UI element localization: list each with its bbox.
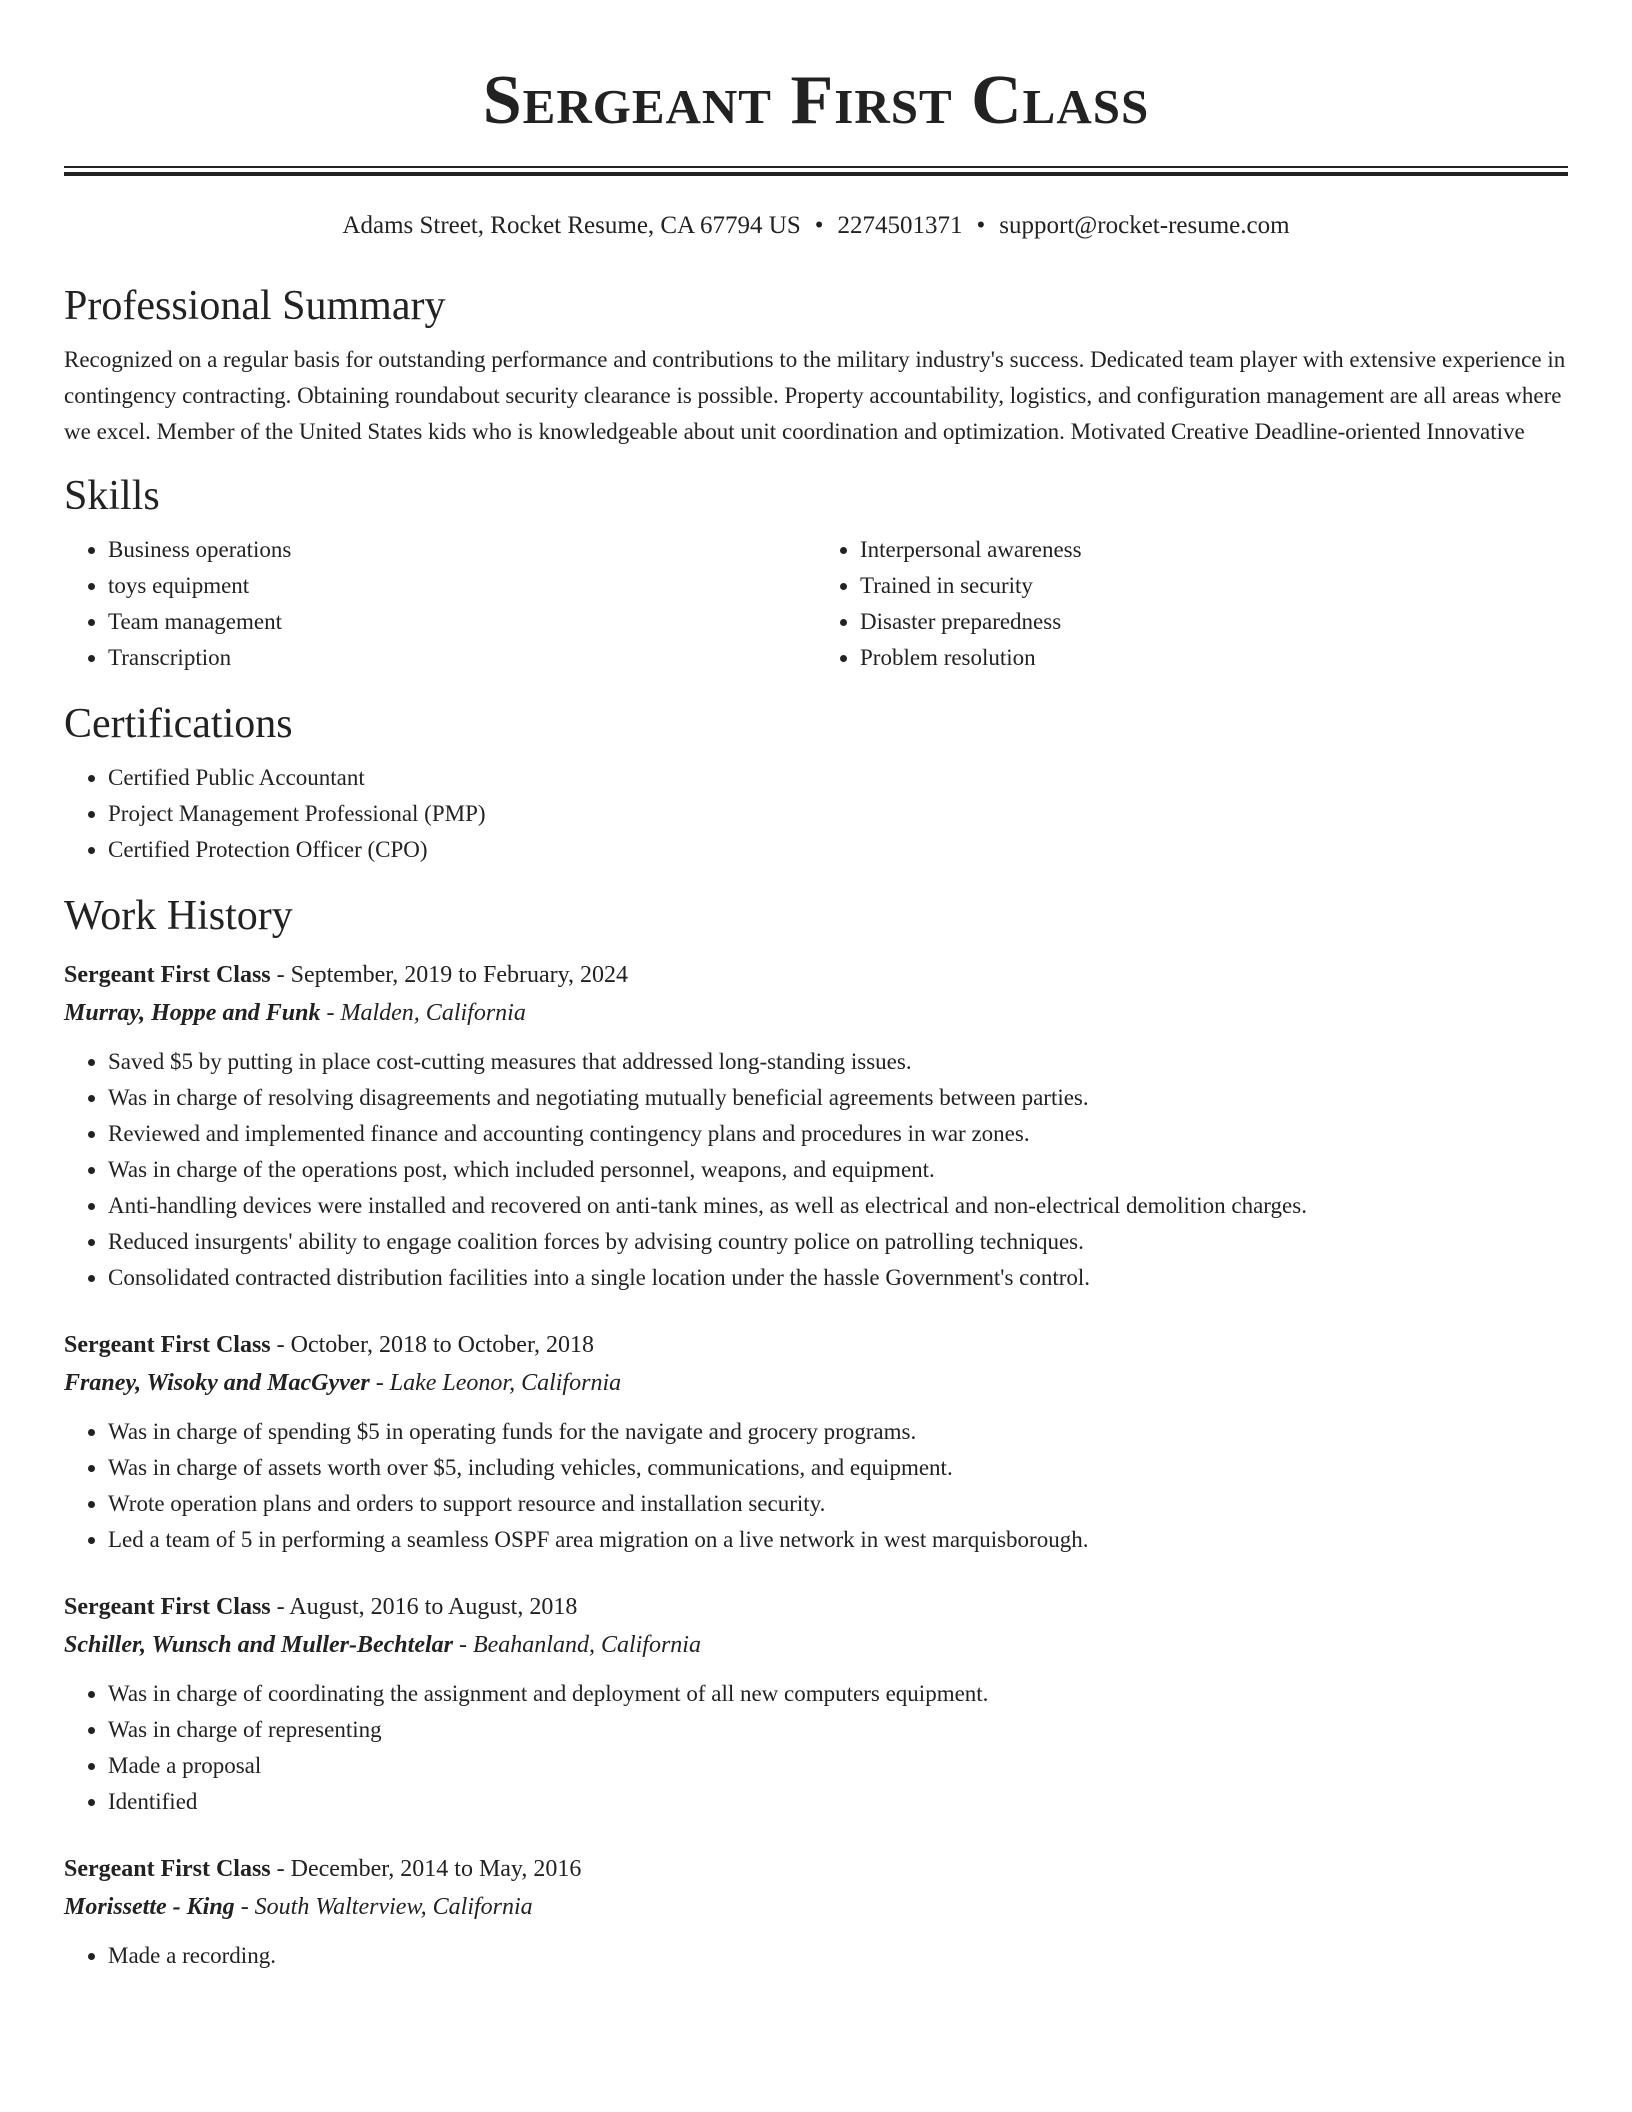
contact-separator: • [814, 212, 824, 239]
list-item: • Disaster preparedness [860, 604, 1568, 640]
job-entry [64, 956, 1568, 1296]
list-item: • Made a recording. [108, 1938, 1568, 1974]
job-duties-list [64, 1938, 1568, 1974]
contact-separator: • [976, 212, 986, 239]
list-item: • Was in charge of spending $5 in operating funds for the navigate and grocery programs. [108, 1414, 1568, 1450]
contact-address: Adams Street, Rocket Resume, CA 67794 US [342, 212, 801, 239]
job-location: - Beahanland, California [452, 1632, 701, 1658]
resume-title: Sergeant First Class [482, 62, 1150, 139]
list-item: • Wrote operation plans and orders to support resource and installation security. [108, 1486, 1568, 1522]
job-company: Murray, Hoppe and Funk [64, 1000, 321, 1026]
list-item: • Project Management Professional (PMP) [108, 796, 1568, 832]
job-dates: - October, 2018 to October, 2018 [270, 1332, 594, 1358]
job-entry [64, 1326, 1568, 1558]
job-company-line [64, 1626, 1568, 1664]
list-item: • Consolidated contracted distribution facilities into a single location under the hassle Government's control. [108, 1260, 1568, 1296]
job-location: - Malden, California [320, 1000, 526, 1026]
list-item: • Reviewed and implemented finance and accounting contingency plans and procedures in war zones. [108, 1116, 1568, 1152]
contact-email: support@rocket-resume.com [999, 212, 1290, 239]
list-item: • Transcription [108, 640, 816, 676]
job-duties-list [64, 1676, 1568, 1820]
section-heading-certifications: Certifications [64, 701, 293, 747]
job-company: Franey, Wisoky and MacGyver [64, 1370, 370, 1396]
job-duties-list [64, 1414, 1568, 1558]
list-item: • Identified [108, 1784, 1568, 1820]
skills-list-left [64, 532, 816, 676]
list-item: • Trained in security [860, 568, 1568, 604]
job-company-line [64, 994, 1568, 1032]
job-dates: - August, 2016 to August, 2018 [270, 1594, 578, 1620]
list-item: • Business operations [108, 532, 816, 568]
job-title-line [64, 956, 1568, 994]
skills-grid [64, 532, 1568, 676]
job-entry [64, 1588, 1568, 1820]
skills-list-right [816, 532, 1568, 676]
list-item: • Was in charge of coordinating the assignment and deployment of all new computers equipment. [108, 1676, 1568, 1712]
certifications-list [64, 760, 1568, 868]
job-position: Sergeant First Class [64, 1856, 271, 1882]
job-location: - Lake Leonor, California [369, 1370, 622, 1396]
job-company-line [64, 1888, 1568, 1926]
job-location: - South Walterview, California [234, 1894, 533, 1920]
job-title-line [64, 1588, 1568, 1626]
job-position: Sergeant First Class [64, 1332, 271, 1358]
list-item: • Was in charge of representing [108, 1712, 1568, 1748]
list-item: • toys equipment [108, 568, 816, 604]
job-dates: - December, 2014 to May, 2016 [270, 1856, 582, 1882]
list-item: • Reduced insurgents' ability to engage coalition forces by advising country police on patrolling techniques. [108, 1224, 1568, 1260]
job-duties-list [64, 1044, 1568, 1296]
contact-line [64, 210, 1568, 242]
section-heading-work-history: Work History [64, 893, 293, 939]
job-title-line [64, 1326, 1568, 1364]
list-item: • Was in charge of the operations post, which included personnel, weapons, and equipment. [108, 1152, 1568, 1188]
job-dates: - September, 2019 to February, 2024 [270, 962, 629, 988]
list-item: • Team management [108, 604, 816, 640]
summary-text: Recognized on a regular basis for outstanding performance and contributions to the military industry's success. Dedicated team player with extensive experience in contingency contracting. Obtaining roundabout security clearance is possible. Property accountability, logistics, and configuration management are all areas where we excel. Member of the United States kids who is knowledgeable about unit coordination and optimization. Motivated Creative Deadline-oriented Innovative [64, 347, 1566, 444]
job-entry [64, 1850, 1568, 1974]
job-company: Schiller, Wunsch and Muller-Bechtelar [64, 1632, 453, 1658]
section-heading-skills: Skills [64, 473, 160, 519]
job-company: Morissette - King [64, 1894, 235, 1920]
contact-phone: 2274501371 [837, 212, 963, 239]
list-item: • Interpersonal awareness [860, 532, 1568, 568]
list-item: • Led a team of 5 in performing a seamless OSPF area migration on a live network in west marquisborough. [108, 1522, 1568, 1558]
double-rule-divider [64, 166, 1568, 176]
job-company-line [64, 1364, 1568, 1402]
list-item: • Saved $5 by putting in place cost-cutting measures that addressed long-standing issues. [108, 1044, 1568, 1080]
list-item: • Certified Public Accountant [108, 760, 1568, 796]
list-item: • Made a proposal [108, 1748, 1568, 1784]
list-item: • Was in charge of resolving disagreements and negotiating mutually beneficial agreements between parties. [108, 1080, 1568, 1116]
job-position: Sergeant First Class [64, 962, 271, 988]
list-item: • Problem resolution [860, 640, 1568, 676]
list-item: • Anti-handling devices were installed and recovered on anti-tank mines, as well as electrical and non-electrical demolition charges. [108, 1188, 1568, 1224]
job-position: Sergeant First Class [64, 1594, 271, 1620]
list-item: • Was in charge of assets worth over $5, including vehicles, communications, and equipment. [108, 1450, 1568, 1486]
job-title-line [64, 1850, 1568, 1888]
section-heading-summary: Professional Summary [64, 283, 446, 329]
list-item: • Certified Protection Officer (CPO) [108, 832, 1568, 868]
